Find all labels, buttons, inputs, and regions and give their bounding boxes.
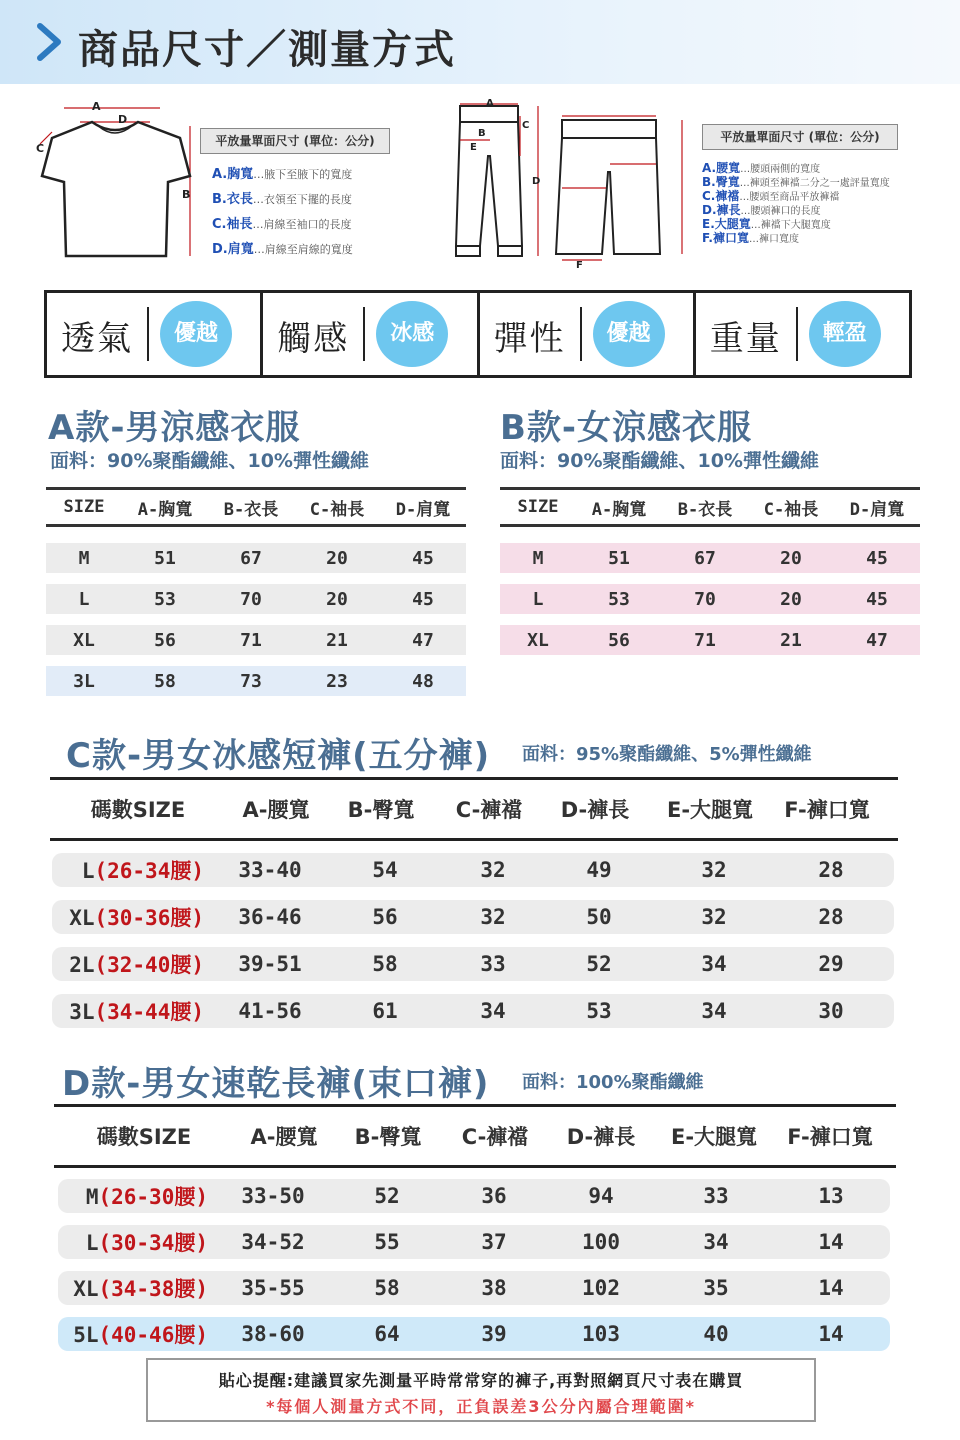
table-cell: 73 xyxy=(240,670,262,692)
col-header: F-褲口寬 xyxy=(787,1125,873,1149)
measure-text: …衣領至下擺的長度 xyxy=(252,193,352,206)
table-row xyxy=(58,1179,890,1213)
measure-text: …腰頭褲口的長度 xyxy=(740,206,821,217)
page-header xyxy=(0,0,960,84)
measure-key: D.褲長 xyxy=(702,203,741,217)
table-row xyxy=(52,947,894,981)
pants-measure-item xyxy=(702,218,932,232)
section-a-fabric: 面料：90%聚酯纖維、10%彈性纖維 xyxy=(50,450,369,472)
size-code: XL xyxy=(69,906,95,930)
table-cell: 58 xyxy=(154,670,176,692)
section-b-table-header xyxy=(500,487,920,527)
waist-range: (26-34腰) xyxy=(94,859,204,883)
table-cell: 34 xyxy=(703,1230,729,1254)
table-cell: 33 xyxy=(703,1184,729,1208)
pants-dim-label-d: D xyxy=(532,176,541,187)
table-cell: 45 xyxy=(412,588,434,610)
reminder-line-2: *每個人測量方式不同，正負誤差3公分內屬合理範圍* xyxy=(266,1397,696,1416)
pants-measure-diagram xyxy=(450,96,940,276)
table-cell: 52 xyxy=(586,952,612,976)
chevron-right-icon xyxy=(36,22,62,62)
table-cell: 102 xyxy=(582,1276,620,1300)
feature-elasticity xyxy=(480,293,696,375)
table-cell: 20 xyxy=(780,588,802,610)
feature-badge: 優越 xyxy=(593,301,665,367)
table-cell: 45 xyxy=(866,588,888,610)
col-header: B-衣長 xyxy=(677,499,733,520)
col-header: C-袖長 xyxy=(763,499,819,520)
feature-separator xyxy=(796,307,798,361)
table-cell: 54 xyxy=(372,858,398,882)
table-cell: 45 xyxy=(412,547,434,569)
table-row xyxy=(500,584,920,614)
table-cell: 48 xyxy=(412,670,434,692)
size-cell xyxy=(58,1319,214,1349)
shirt-measure-diagram xyxy=(30,96,430,276)
measure-text: …褲頭至褲襠二分之一處評量寬度 xyxy=(739,178,890,189)
table-row xyxy=(52,853,894,887)
section-a-table-header xyxy=(46,487,466,527)
table-cell: 51 xyxy=(154,547,176,569)
table-cell: 53 xyxy=(586,999,612,1023)
table-cell: 38 xyxy=(481,1276,507,1300)
waist-range: (40-46腰) xyxy=(98,1323,208,1347)
pants-dim-label-a: A xyxy=(486,98,494,109)
size-code: L xyxy=(81,859,95,883)
measure-key: F.褲口寬 xyxy=(702,231,749,245)
table-cell: 47 xyxy=(866,629,888,651)
measure-text: …腋下至腋下的寬度 xyxy=(253,168,353,181)
waist-range: (30-36腰) xyxy=(94,906,204,930)
table-row xyxy=(52,900,894,934)
col-header: A-腰寬 xyxy=(242,798,310,822)
size-cell: XL xyxy=(527,629,549,651)
shirt-measure-item xyxy=(212,187,412,212)
table-row xyxy=(58,1225,890,1259)
section-a-title: A款-男涼感衣服 xyxy=(48,408,301,448)
table-cell: 21 xyxy=(326,629,348,651)
measure-text: …肩線至肩線的寬度 xyxy=(253,243,353,256)
table-cell: 52 xyxy=(374,1184,400,1208)
table-cell: 53 xyxy=(608,588,630,610)
shirt-measure-item xyxy=(212,237,412,262)
table-cell: 14 xyxy=(818,1276,844,1300)
table-cell: 56 xyxy=(154,629,176,651)
col-header: 碼數SIZE xyxy=(90,798,186,822)
shirt-dim-label-a: A xyxy=(92,100,101,113)
table-cell: 49 xyxy=(586,858,612,882)
col-header: D-褲長 xyxy=(560,798,630,822)
feature-label: 透氣 xyxy=(61,319,133,359)
size-cell xyxy=(52,996,210,1026)
section-b-title: B款-女涼感衣服 xyxy=(500,408,753,448)
feature-badge: 優越 xyxy=(160,301,232,367)
pants-measure-item xyxy=(702,232,932,246)
section-d-fabric: 面料：100%聚酯纖維 xyxy=(522,1072,704,1093)
measure-key: E.大腿寬 xyxy=(702,217,751,231)
shirt-dim-label-d: D xyxy=(118,113,128,126)
measure-text: …腰頭至商品平放褲襠 xyxy=(739,192,840,203)
table-cell: 58 xyxy=(374,1276,400,1300)
table-cell: 58 xyxy=(372,952,398,976)
col-header: SIZE xyxy=(517,497,559,517)
table-cell: 34 xyxy=(701,999,727,1023)
feature-separator xyxy=(147,307,149,361)
col-header: B-臀寬 xyxy=(354,1125,422,1149)
table-cell: 33-40 xyxy=(238,858,302,882)
table-row xyxy=(46,543,466,573)
page-title: 商品尺寸／測量方式 xyxy=(78,27,456,73)
col-header: B-臀寬 xyxy=(347,798,415,822)
pants-dim-label-b: B xyxy=(478,128,486,139)
pants-measure-item xyxy=(702,190,932,204)
measure-text: …腰頭兩側的寬度 xyxy=(740,164,821,175)
table-cell: 32 xyxy=(701,905,727,929)
table-cell: 21 xyxy=(780,629,802,651)
pants-measure-list xyxy=(702,162,932,246)
table-cell: 35 xyxy=(703,1276,729,1300)
size-cell xyxy=(58,1181,214,1211)
measure-key: B.衣長 xyxy=(212,192,253,207)
col-header: 碼數SIZE xyxy=(96,1125,192,1149)
measure-text: …肩線至袖口的長度 xyxy=(252,218,352,231)
reminder-line-1: 貼心提醒:建議買家先測量平時常常穿的褲子,再對照網頁尺寸表在購買 xyxy=(218,1371,744,1390)
table-row xyxy=(46,584,466,614)
section-c-table-header xyxy=(50,777,898,841)
table-cell: 32 xyxy=(701,858,727,882)
feature-weight xyxy=(696,293,909,375)
shirt-dim-label-c: C xyxy=(36,142,45,155)
pants-measure-item xyxy=(702,162,932,176)
col-header: D-褲長 xyxy=(566,1125,636,1149)
size-cell: XL xyxy=(73,629,95,651)
section-d-table-header xyxy=(54,1104,896,1168)
measure-key: A.腰寬 xyxy=(702,161,741,175)
table-cell: 34-52 xyxy=(241,1230,305,1254)
table-cell: 28 xyxy=(818,905,844,929)
table-cell: 20 xyxy=(326,588,348,610)
table-cell: 36 xyxy=(481,1184,507,1208)
waist-range: (26-30腰) xyxy=(98,1185,208,1209)
size-cell xyxy=(52,902,210,932)
waist-range: (30-34腰) xyxy=(98,1231,208,1255)
table-cell: 53 xyxy=(154,588,176,610)
pants-illustration xyxy=(450,96,690,276)
table-cell: 71 xyxy=(694,629,716,651)
shirt-illustration xyxy=(30,96,200,276)
table-cell: 23 xyxy=(326,670,348,692)
feature-label: 觸感 xyxy=(277,319,350,359)
table-cell: 56 xyxy=(608,629,630,651)
size-cell: 3L xyxy=(73,670,95,692)
table-row xyxy=(46,625,466,655)
table-cell: 29 xyxy=(818,952,844,976)
col-header: C-褲襠 xyxy=(455,798,523,822)
pants-dim-label-f: F xyxy=(576,260,583,271)
feature-label: 彈性 xyxy=(493,319,566,359)
table-row xyxy=(500,625,920,655)
table-cell: 47 xyxy=(412,629,434,651)
section-d-title: D款-男女速乾長褲(束口褲) xyxy=(62,1064,490,1104)
table-cell: 30 xyxy=(818,999,844,1023)
table-cell: 64 xyxy=(374,1322,400,1346)
shirt-ruler-title: 平放量單面尺寸 (單位：公分) xyxy=(200,128,390,154)
feature-bar xyxy=(44,290,912,378)
table-cell: 70 xyxy=(694,588,716,610)
table-cell: 71 xyxy=(240,629,262,651)
col-header: A-胸寬 xyxy=(137,499,193,520)
pants-measure-item xyxy=(702,176,932,190)
table-cell: 36-46 xyxy=(238,905,302,929)
table-cell: 37 xyxy=(481,1230,507,1254)
measure-text: …褲口寬度 xyxy=(749,234,799,245)
table-row xyxy=(46,666,466,696)
measure-key: C.袖長 xyxy=(212,217,253,232)
feature-badge: 冰感 xyxy=(376,301,448,367)
col-header: C-袖長 xyxy=(309,499,365,520)
table-cell: 35-55 xyxy=(241,1276,305,1300)
table-row xyxy=(500,543,920,573)
col-header: E-大腿寬 xyxy=(666,798,754,822)
shirt-measure-item xyxy=(212,212,412,237)
pants-measure-item xyxy=(702,204,932,218)
measure-key: D.肩寬 xyxy=(212,242,254,257)
table-cell: 50 xyxy=(586,905,612,929)
measure-text: …褲襠下大腿寬度 xyxy=(750,220,831,231)
table-row xyxy=(58,1271,890,1305)
section-c-fabric: 面料：95%聚酯纖維、5%彈性纖維 xyxy=(522,744,812,765)
feature-breathability xyxy=(47,293,263,375)
section-c-title: C款-男女冰感短褲(五分褲) xyxy=(66,736,491,776)
size-code: 3L xyxy=(69,1000,95,1024)
feature-label: 重量 xyxy=(709,319,782,359)
size-cell: L xyxy=(78,588,90,610)
table-cell: 55 xyxy=(374,1230,400,1254)
col-header: F-褲口寬 xyxy=(784,798,870,822)
table-cell: 20 xyxy=(780,547,802,569)
waist-range: (34-38腰) xyxy=(98,1277,208,1301)
col-header: D-肩寬 xyxy=(849,499,905,520)
table-cell: 70 xyxy=(240,588,262,610)
table-cell: 14 xyxy=(818,1230,844,1254)
shirt-measure-list xyxy=(212,162,412,262)
section-b-fabric: 面料：90%聚酯纖維、10%彈性纖維 xyxy=(500,450,819,472)
feature-badge: 輕盈 xyxy=(809,301,881,367)
table-cell: 94 xyxy=(588,1184,614,1208)
table-cell: 38-60 xyxy=(241,1322,305,1346)
pants-dim-label-c: C xyxy=(522,120,530,131)
table-cell: 13 xyxy=(818,1184,844,1208)
pants-dim-label-e: E xyxy=(470,142,477,153)
feature-separator xyxy=(363,307,365,361)
reminder-note xyxy=(146,1358,816,1422)
col-header: A-胸寬 xyxy=(591,499,647,520)
table-cell: 39-51 xyxy=(238,952,302,976)
table-cell: 39 xyxy=(481,1322,507,1346)
table-cell: 40 xyxy=(703,1322,729,1346)
table-cell: 28 xyxy=(818,858,844,882)
col-header: D-肩寬 xyxy=(395,499,451,520)
table-cell: 14 xyxy=(818,1322,844,1346)
table-cell: 100 xyxy=(582,1230,620,1254)
table-cell: 45 xyxy=(866,547,888,569)
size-cell xyxy=(58,1273,214,1303)
size-cell: L xyxy=(532,588,544,610)
waist-range: (34-44腰) xyxy=(94,1000,204,1024)
col-header: E-大腿寬 xyxy=(670,1125,758,1149)
size-cell xyxy=(52,949,210,979)
table-cell: 103 xyxy=(582,1322,620,1346)
table-cell: 32 xyxy=(480,905,506,929)
table-row xyxy=(58,1317,890,1351)
size-cell xyxy=(52,855,210,885)
col-header: B-衣長 xyxy=(223,499,279,520)
col-header: A-腰寬 xyxy=(250,1125,318,1149)
table-row xyxy=(52,994,894,1028)
size-code: XL xyxy=(73,1277,99,1301)
table-cell: 33 xyxy=(480,952,506,976)
table-cell: 67 xyxy=(694,547,716,569)
table-cell: 33-50 xyxy=(241,1184,305,1208)
measure-key: B.臀寬 xyxy=(702,175,740,189)
col-header: C-褲襠 xyxy=(461,1125,529,1149)
size-code: 2L xyxy=(69,953,95,977)
table-cell: 34 xyxy=(701,952,727,976)
table-cell: 67 xyxy=(240,547,262,569)
shirt-measure-item xyxy=(212,162,412,187)
size-code: L xyxy=(85,1231,99,1255)
measure-key: C.褲襠 xyxy=(702,189,740,203)
table-cell: 34 xyxy=(480,999,506,1023)
col-header: SIZE xyxy=(63,497,105,517)
feature-touch xyxy=(263,293,479,375)
table-cell: 61 xyxy=(372,999,398,1023)
size-cell: M xyxy=(532,547,544,569)
table-cell: 51 xyxy=(608,547,630,569)
pants-ruler-title: 平放量單面尺寸 (單位：公分) xyxy=(702,124,898,150)
measure-key: A.胸寬 xyxy=(212,167,254,182)
feature-separator xyxy=(580,307,582,361)
shirt-dim-label-b: B xyxy=(182,188,191,201)
size-cell: M xyxy=(78,547,90,569)
size-code: 5L xyxy=(73,1323,99,1347)
table-cell: 32 xyxy=(480,858,506,882)
table-cell: 41-56 xyxy=(238,999,302,1023)
size-code: M xyxy=(85,1185,99,1209)
table-cell: 20 xyxy=(326,547,348,569)
table-cell: 56 xyxy=(372,905,398,929)
waist-range: (32-40腰) xyxy=(94,953,204,977)
size-cell xyxy=(58,1227,214,1257)
